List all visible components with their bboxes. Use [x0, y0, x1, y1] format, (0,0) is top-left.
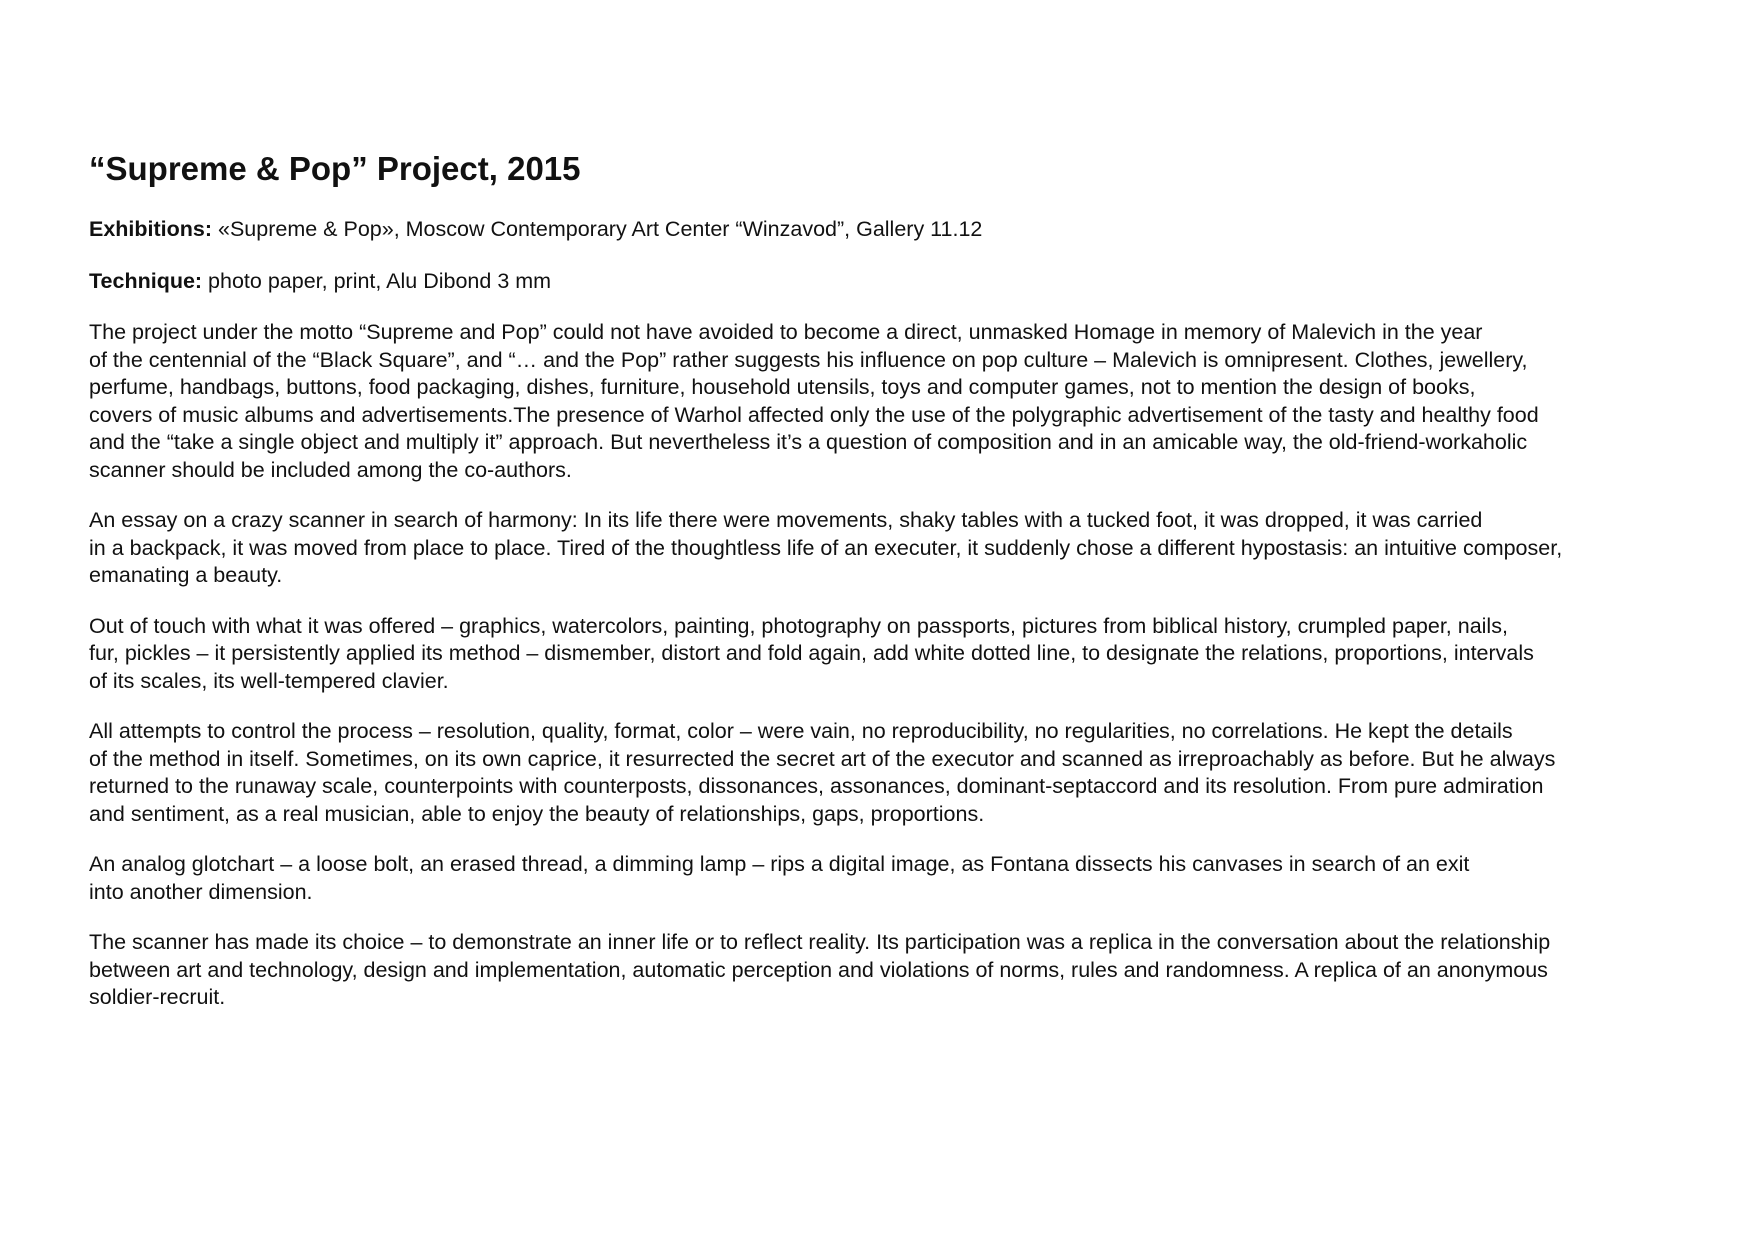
text-line: All attempts to control the process – resolution, quality, format, color – were vain, no reproducibility, no regularities, no correlations. He kept the details — [89, 719, 1513, 743]
text-line: perfume, handbags, buttons, food packaging, dishes, furniture, household utensils, toys and computer games, not to mention the design of books, — [89, 375, 1476, 399]
text-line: and sentiment, as a real musician, able to enjoy the beauty of relationships, gaps, proportions. — [89, 801, 985, 826]
paragraph-method — [89, 613, 1709, 696]
text-line: covers of music albums and advertisements.The presence of Warhol affected only the use of the polygraphic advertisement of the tasty and healthy food — [89, 402, 1539, 427]
text-line: Out of touch with what it was offered – graphics, watercolors, painting, photography on passports, pictures from biblical history, crumpled paper, nails, — [89, 613, 1508, 638]
text-line: scanner should be included among the co-authors. — [89, 457, 572, 482]
text-line: of the method in itself. Sometimes, on its own caprice, it resurrected the secret art of the executor and scanned as irreproachably as before. But he always — [89, 746, 1556, 771]
text-line: of the centennial of the “Black Square”, and “… and the Pop” rather suggests his influence on pop culture – Malevich is omnipresent. Clothes, jewellery, — [89, 347, 1528, 372]
text-line: An analog glotchart – a loose bolt, an erased thread, a dimming lamp – rips a digital image, as Fontana dissects his canvases in search of an exit — [89, 852, 1470, 876]
technique-line — [89, 268, 1709, 296]
text-line: into another dimension. — [89, 879, 313, 904]
paragraph-control-attempts — [89, 718, 1709, 828]
text-line: between art and technology, design and implementation, automatic perception and violations of norms, rules and randomness. A replica of an anonymous — [89, 957, 1548, 982]
text-line: and the “take a single object and multiply it” approach. But nevertheless it’s a question of composition and in an amicable way, the old-friend-workaholic — [89, 430, 1528, 454]
paragraph-glotchart — [89, 851, 1709, 906]
text-line: fur, pickles – it persistently applied its method – dismember, distort and fold again, add white dotted line, to designate the relations, proportions, intervals — [89, 641, 1534, 665]
exhibitions-line — [89, 216, 1709, 244]
text-line: soldier-recruit. — [89, 985, 226, 1009]
exhibitions-label: Exhibitions: — [89, 217, 213, 241]
paragraph-conclusion — [89, 929, 1709, 1012]
text-line: emanating a beauty. — [89, 563, 283, 587]
paragraph-scanner-essay — [89, 507, 1709, 590]
technique-value: photo paper, print, Alu Dibond 3 mm — [202, 268, 552, 293]
text-line: An essay on a crazy scanner in search of harmony: In its life there were movements, shaky tables with a tucked foot, it was dropped, it was carried — [89, 508, 1483, 532]
technique-label: Technique: — [89, 268, 203, 293]
text-line: The scanner has made its choice – to demonstrate an inner life or to reflect reality. Its participation was a replica in the conversation about the relationship — [89, 930, 1551, 954]
text-line: in a backpack, it was moved from place to place. Tired of the thoughtless life of an executer, it suddenly chose a different hypostasis: an intuitive composer, — [89, 535, 1563, 560]
text-line: The project under the motto “Supreme and Pop” could not have avoided to become a direct, unmasked Homage in memory of Malevich in the year — [89, 320, 1483, 344]
paragraph-project-intro — [89, 319, 1709, 484]
text-line: of its scales, its well-tempered clavier. — [89, 668, 449, 693]
exhibitions-value: «Supreme & Pop», Moscow Contemporary Art Center “Winzavod”, Gallery 11.12 — [212, 217, 983, 241]
document-title: “Supreme & Pop” Project, 2015 — [89, 150, 581, 187]
text-line: returned to the runaway scale, counterpoints with counterposts, dissonances, assonances, dominant-septaccord and its resolution. From pure admiration — [89, 774, 1544, 798]
document-page — [89, 148, 1709, 1035]
